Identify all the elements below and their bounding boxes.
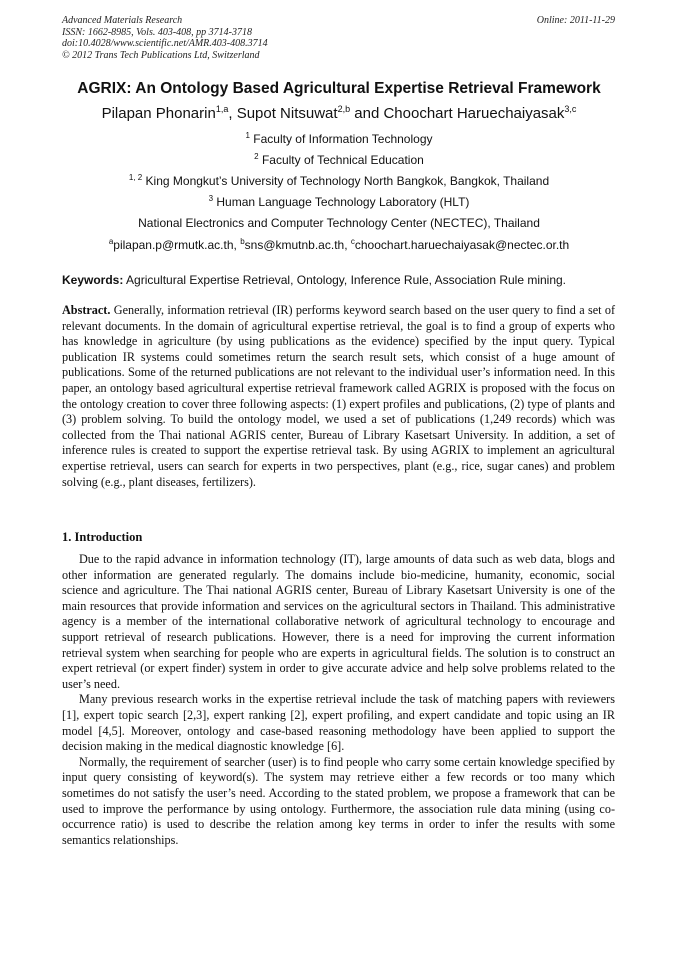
paragraph: Due to the rapid advance in information technology (IT), large amounts of data such as web data, blogs and other information are generated regularly. The domains include bio-medicine, humanity, economic, social science and agriculture. The Thai national AGRIS center, Bureau of Library Kasetsart University is one of the main resources that provide information and services on the agricultural sectors in Thailand. This administrative agency is a member of the international collaborative network of agricultural technology to encourage and support retrieval of research publications. However, there is a need for improving the current information retrieval system when searching for people who are experts in agricultural fields. The solution is to construct an expert retrieval (or expert finder) system in order to give accurate advice and help solve problems related to the user’s need.	[62, 552, 615, 691]
affiliation-line	[0, 194, 678, 209]
email-address[interactable]: sns@kmutnb.ac.th,	[244, 238, 351, 252]
affiliation-line	[0, 152, 678, 167]
affiliation-superscript: 1	[245, 131, 250, 140]
author-separator: ,	[228, 105, 237, 122]
affiliation-line	[0, 216, 678, 230]
copyright-line: © 2012 Trans Tech Publications Ltd, Switzerland	[62, 49, 260, 61]
author-name: Supot Nitsuwat	[236, 105, 338, 122]
keywords-line	[62, 273, 615, 287]
author-name: Choochart Haruechaiyasak	[383, 105, 565, 122]
affiliation-superscript: 2	[254, 152, 259, 161]
paragraph: Many previous research works in the expertise retrieval include the task of matching papers with reviewers [1], expert topic search [2,3], expert ranking [2], expert profiling, and expert candidate and topic using an IR model [4,5]. Moreover, ontology and case-based reasoning methodology have been applied to support the decision making in the medical diagnostic knowledge [6].	[62, 692, 615, 754]
keywords-label: Keywords:	[62, 273, 124, 287]
author-name: Pilapan Phonarin	[101, 105, 216, 122]
section-heading: 1. Introduction	[62, 530, 143, 544]
author-superscript: 3,c	[564, 104, 577, 114]
affiliation-text: Faculty of Information Technology	[253, 132, 433, 146]
affiliation-text: King Mongkut’s University of Technology North Bangkok, Bangkok, Thailand	[145, 174, 550, 188]
affiliation-text: Faculty of Technical Education	[261, 153, 424, 167]
introduction-body	[62, 552, 615, 848]
affiliation-line	[0, 131, 678, 146]
email-superscript: a	[108, 237, 114, 246]
email-address[interactable]: pilapan.p@rmutk.ac.th,	[113, 238, 241, 252]
abstract-text: Generally, information retrieval (IR) performs keyword search based on the user query to find a set of relevant documents. In the domain of agricultural expertise retrieval, the goal is to find a group of experts who has knowledge in agriculture (by using publications as the evidence) specified by the input query. Typical publication IR systems could sometimes return the search result sets, which consist of a huge amount of publications. Some of the returned publications are not relevant to the individual user’s information need. In this paper, an ontology based agricultural expertise retrieval framework called AGRIX is proposed with the focus on the ontology creation to cover three following aspects: (1) expert profiles and publications, (2) type of plants and (3) problem solving. To build the ontology model, we used a set of publications (1,249 records) which was collected from the Thai national AGRIS center, Bureau of Library Kasetsart University. In addition, a set of inference rules is created to support the expertise retrieval task. By using AGRIX to implement an agricultural expertise retrieval, users can search for experts in two perspectives, plant (e.g., rice, sugar canes) and problem solving (e.g., plant diseases, fertilizers).	[62, 303, 615, 489]
email-address[interactable]: choochart.haruechaiyasak@nectec.or.th	[354, 238, 570, 252]
doi-line: doi:10.4028/www.scientific.net/AMR.403-408.3714	[62, 38, 268, 49]
affiliation-line	[0, 173, 678, 188]
author-superscript: 2,b	[337, 104, 351, 114]
affiliation-text: National Electronics and Computer Technology Center (NECTEC), Thailand	[138, 216, 540, 230]
email-superscript: b	[240, 237, 245, 246]
author-list	[0, 104, 678, 122]
keywords-text: Agricultural Expertise Retrieval, Ontology, Inference Rule, Association Rule mining.	[126, 273, 567, 287]
affiliation-superscript: 1, 2	[128, 173, 143, 182]
paper-title: AGRIX: An Ontology Based Agricultural Expertise Retrieval Framework	[77, 80, 601, 97]
author-superscript: 1,a	[215, 104, 229, 114]
affiliation-text: Human Language Technology Laboratory (HLT)	[216, 195, 470, 209]
journal-name: Advanced Materials Research	[62, 15, 183, 26]
online-date: Online: 2011-11-29	[536, 15, 615, 26]
email-line	[0, 237, 678, 252]
abstract-label: Abstract.	[62, 303, 111, 317]
issn-line: ISSN: 1662-8985, Vols. 403-408, pp 3714-3718	[62, 26, 252, 38]
abstract	[62, 303, 615, 490]
email-superscript: c	[350, 237, 355, 246]
author-separator: and	[350, 105, 384, 122]
journal-header	[62, 15, 615, 61]
paragraph: Normally, the requirement of searcher (user) is to find people who carry some certain knowledge specified by input query consisting of keyword(s). The system may retrieve either a few records or too many which sometimes do not satisfy the user’s need. According to the stated problem, we propose a framework that can be used to improve the performance by using ontology. Furthermore, the association rule data mining (using co-occurrence ratio) is used to describe the relation among key terms in order to infer the results with some semantics relationships.	[62, 754, 615, 847]
affiliation-superscript: 3	[208, 194, 214, 203]
